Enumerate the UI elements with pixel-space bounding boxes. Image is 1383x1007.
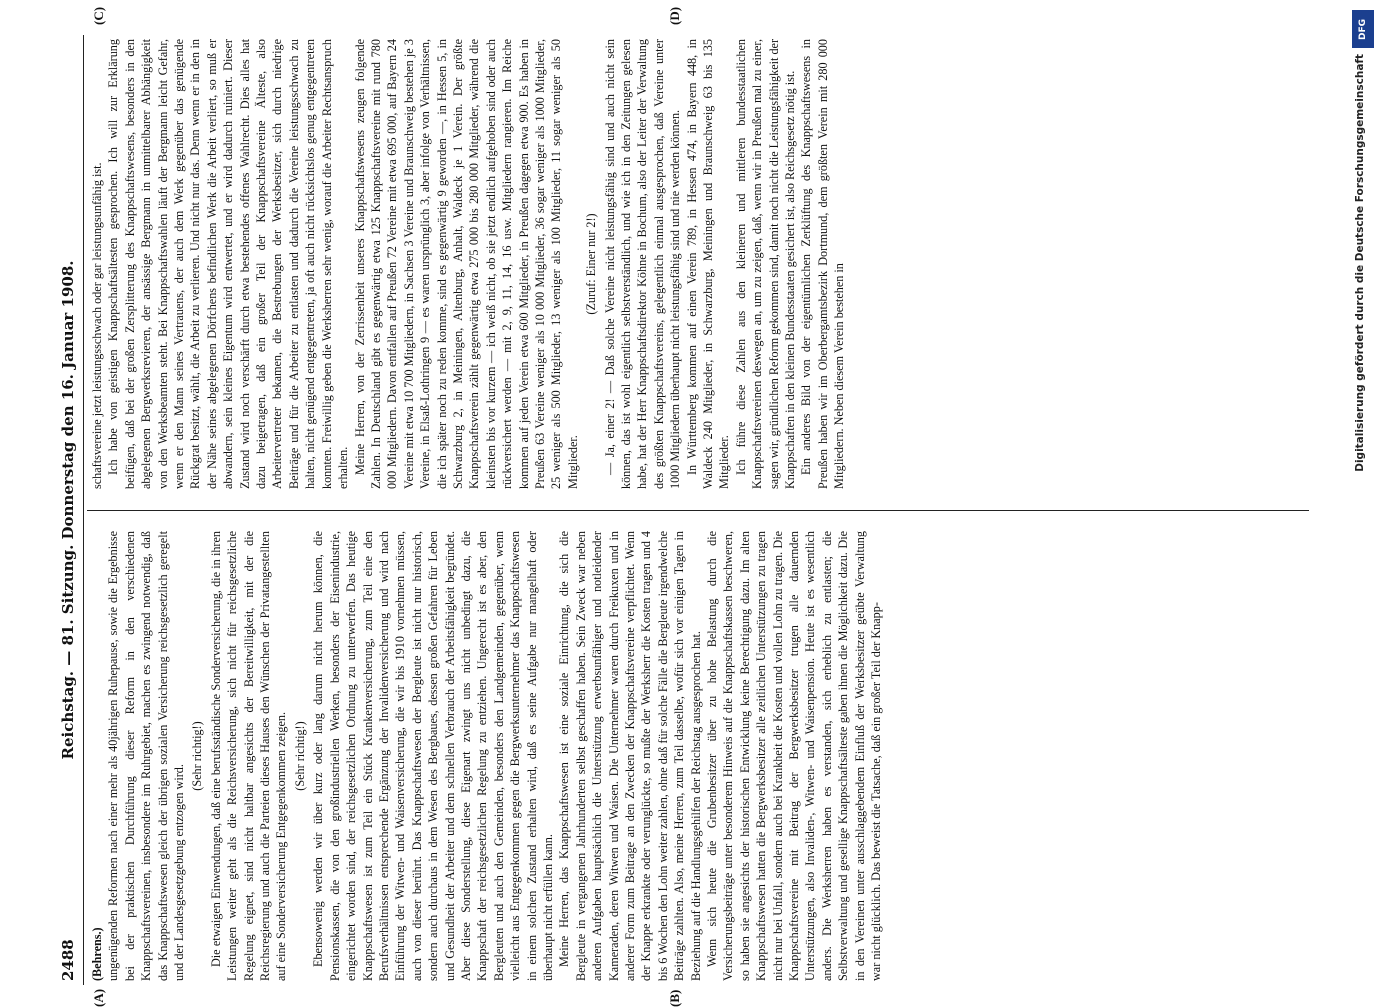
paragraph: In Württemberg kommen auf einen Verein 789, in Hessen 474, in Bayern 448, in Waldeck 240 Mitglieder, in Schwarzburg, Meiningen und Braunschweig 63 bis 135 Mitglieder. [684,39,732,489]
margin-marker-d: (D) [667,6,682,25]
paragraph: Die etwaigen Einwendungen, daß eine berufsständische Sonderversicherung, die in ihren Leistungen weiter geht als die Reichsversicherung, sich nicht für reichsgesetzliche Regelung eignet, sind nicht haltbar angesichts der Bereitwilligkeit, mit der die Reichsregierung und auch die Parteien dieses Hauses den Wünschen der Privatangestellten auf eine Sonderversicherung Entgegenkommen zeigen. [208,531,289,981]
paragraph: Ein anderes Bild von der eigentümlichen Zerklüftung des Knappschaftswesens in Preußen haben wir im Oberbergamtsbezirk Dortmund, dem größten Verein mit 280 000 Mitgliedern. Neben diesem Verein bestehen in [799,39,847,489]
page-header [55,35,84,985]
paragraph: ungenügenden Reformen nach einer mehr als 40jährigen Ruhepause, sowie die Ergebnisse bei der praktischen Durchführung dieser Reform in den verschiedenen Knappschaftsvereinen, insbesondere im Ruhrgebiet, machen es zwingend notwendig, daß das Knappschaftswesen gleich der übrigen sozialen Versicherung reichsgesetzlich geregelt und der Landesgesetzgebung entzogen wird. [106,531,187,981]
paragraph: Wenn sich heute die Grubenbesitzer über zu hohe Belastung durch die Versicherungsbeiträge unter besonderem Hinweis auf die Knappschaftskassen beschweren, so haben sie angesichts der historischen Entwicklung keine Berechtigung dazu. Im alten Knappschaftswesen hatten die Bergwerksbesitzer alle zeitlichen Unterstützungen zu tragen nicht nur bei Unfall, sondern auch bei Krankheit die Kosten und vollen Lohn zu tragen. Die Knappschaftsvereine mit Beitrag der Bergwerksbesitzer trugen alle dauernden Unterstützungen, also Invaliden-, Witwen- und Waisenpension. Heute ist es wesentlich anders. Die Werksherren haben es verstanden, sich erheblich zu entlasten; die Selbstverwaltung und gesellige Knappschaftsälteste gaben ihnen die Möglichkeit dazu. Die in den Vereinen unter ausschlaggebendem Einfluß der Werksbesitzer geübte Verwaltung war nicht glücklich. Das beweist die Tatsache, daß ein großer Teil der Knapp- [705,531,884,981]
funding-sidenote [1352,10,1376,990]
paragraph: Ich führe diese Zahlen aus den kleineren und mittleren bundesstaatlichen Knappschaftsvereinen deswegen an, um zu zeigen, daß, wenn wir in Preußen mal zu einer, sagen wir, gründlichen Reform gekommen sind, damit noch nicht die Leistungsfähigkeit der Knappschaften in den kleinen Bundesstaaten gesichert ist, also Reichsgesetz nötig ist. [733,39,798,489]
margin-marker-c: (C) [91,6,106,25]
paragraph: Ich habe von geistigen Knappschaftsältesten gesprochen. Ich will zur Erklärung beifügen, daß bei der großen Zersplitterung des Knappschaftswesens, besonders in den abgelegenen Bergwerksrevieren, der ansässige Bergmann in unmittelbarer Abhängigkeit von den Werksbeamten steht. Bei Knappschaftswahlen läuft der Bergmann leicht Gefahr, wenn er den Mann seines Vertrauens, der auch dem Werk gegenüber das genügende Rückgrat besitzt, wählt, die Arbeit zu verlieren. Und nicht nur das. Denn wenn er in den in der Nähe seines abgelegenen Dörfchens befindlichen Werk die Arbeit verliert, so muß er abwandern, sein kleines Eigentum wird entwertet, und er wird dadurch ruiniert. Dieser Zustand wird noch verschärft durch etwa bestehendes offenes Wahlrecht. Dies alles hat dazu beigetragen, daß ein großer Teil der Knappschaftsvereine Älteste, also Arbeitervertreter bekamen, die Bestrebungen der Werksbesitzer, sich durch niedrige Beiträge und für die Arbeiter zu entlasten und dadurch die Vereine leistungsschwach zu halten, nicht genügend entgegentreten, ja oft auch nicht rücksichtslos genug entgegentreten konnten. Freiwillig geben die Werksherren sehr wenig, worauf die Arbeiter Rechtsanspruch erhalten. [106,39,351,489]
paragraph: Ebensowenig werden wir über kurz oder lang darum nicht herum können, die Pensionskassen, die von den großindustriellen Werken, besonders der Eisenindustrie, eingerichtet worden sind, der reichsgesetzlichen Ordnung zu unterwerfen. Das heutige Knappschaftswesen ist zum Teil ein Stück Krankenversicherung, zum Teil eine den Berufsverhältnissen entsprechende Ergänzung der Invalidenversicherung und wird nach Einführung der Witwen- und Waisenversicherung, die wir bis 1910 vornehmen müssen, auch von dieser berührt. Das Knappschaftswesen der Bergleute ist nicht nur historisch, sondern auch durchaus in dem Wesen des Bergbaues, dessen großen Gefahren für Leben und Gesundheit der Arbeiter und dem schnellen Verbrauch der Arbeitsfähigkeit begründet. Aber diese Sonderstellung, diese Eigenart zwingt uns nicht unbedingt dazu, die Knappschaft der reichsgesetzlichen Regelung zu entziehen. Ungerecht ist es aber, den Bergleuten und auch den Gemeinden, besonders den Landgemeinden, gegenüber, wenn vielleicht aus Entgegenkommen gegen die Bergwerksunternehmer das Knappschaftswesen in einem solchen Zustand erhalten wird, daß es seine Aufgabe nur mangelhaft oder überhaupt nicht erfüllen kann. [311,531,555,981]
page-title: Reichstag. — 81. Sitzung. Donnerstag den 16. Januar 1908. [59,260,77,760]
interjection: (Zuruf: Einer nur 2!) [584,213,599,315]
paragraph: Meine Herren, das Knappschaftswesen ist eine soziale Einrichtung, die sich die Bergleute in vergangenen Jahrhunderten selbst geschaffen haben. Sein Zweck war neben anderen Aufgaben hauptsächlich die Unterstützung erwerbsunfähiger und notleidender Kameraden, deren Witwen und Waisen. Die Unternehmer waren durch Freikuxen und in anderer Form zum Beitrage an den Zwecken der Knappschaftsvereine verpflichtet. Wenn der Knappe erkrankte oder verunglückte, so mußte der Werksherr die Kosten tragen und 4 bis 6 Wochen den Lohn weiter zahlen, ohne daß für solche Fälle die Bergleute irgendwelche Beiträge zahlten. Also, meine Herren, zum Teil dasselbe, wofür sich vor einigen Tagen in Beziehung auf die Handlungsgehilfen der Reichstag ausgesprochen hat. [557,531,703,981]
interjection: (Sehr richtig!) [190,721,205,791]
funding-notice: Digitalisierung gefördert durch die Deutsche Forschungsgemeinschaft [1354,54,1366,472]
paragraph: Meine Herren, von der Zerrissenheit unseres Knappschaftswesens zeugen folgende Zahlen. In Deutschland gibt es gegenwärtig etwa 125 Knappschaftsvereine mit rund 780 000 Mitgliedern. Davon entfallen auf Preußen 72 Vereine mit etwa 695 000, auf Bayern 24 Vereine mit etwa 10 700 Mitgliedern, in Sachsen 3 Vereine und Braunschweig bestehen je 3 Vereine, in Elsaß-Lothringen 9 — es waren ursprünglich 3, aber infolge von Verhältnissen, die ich später noch zu reden komme, sind es gegenwärtig 9 geworden —, in Hessen 5, in Schwarzburg 2, in Meiningen, Altenburg, Anhalt, Waldeck je 1 Verein. Der größte Knappschaftsverein zählt gegenwärtig etwa 275 000 bis 280 000 Mitglieder, während die kleinsten bis vor kurzem — ich weiß nicht, ob sie jetzt endlich aufgehoben sind oder auch rückversichert werden — mit 2, 9, 11, 14, 16 usw. Mitgliedern rangieren. Im Reiche kommen auf jeden Verein etwa 600 Mitglieder, in Preußen dagegen etwa 900. Es haben in Preußen 63 Vereine weniger als 10 000 Mitglieder, 36 sogar weniger als 1000 Mitglieder, 25 weniger als 500 Mitglieder, 13 weniger als 100 Mitglieder, 11 sogar weniger als 50 Mitglieder. [352,39,580,489]
interjection: (Sehr richtig!) [292,721,307,791]
paragraph: — Ja, einer 2! — Daß solche Vereine nicht leistungsfähig sind und auch nicht sein können, das ist wohl eigentlich selbstverständlich, und wie ich in den Zeitungen gelesen habe, hat der Herr Knappschaftsdirektor Köhne in Bochum, also der Leiter der Verwaltung des größten Knappschaftsvereins, gelegentlich einmal ausgesprochen, daß Vereine unter 1000 Mitgliedern überhaupt nicht leistungsfähig sind und nie werden können. [602,39,683,489]
dfg-logo: DFG [1352,10,1374,48]
margin-marker-b: (B) [667,989,682,1007]
column-divider [87,510,1309,511]
paragraph: schaftsvereine jetzt leistungsschwach oder gar leistungsunfähig ist. [90,162,104,489]
left-column [89,531,1309,981]
page-number: 2488 [59,939,77,981]
speaker-name: (Behrens.) [90,927,104,981]
margin-marker-a: (A) [91,988,106,1007]
document-page [55,6,1330,1007]
right-column [89,39,1309,489]
